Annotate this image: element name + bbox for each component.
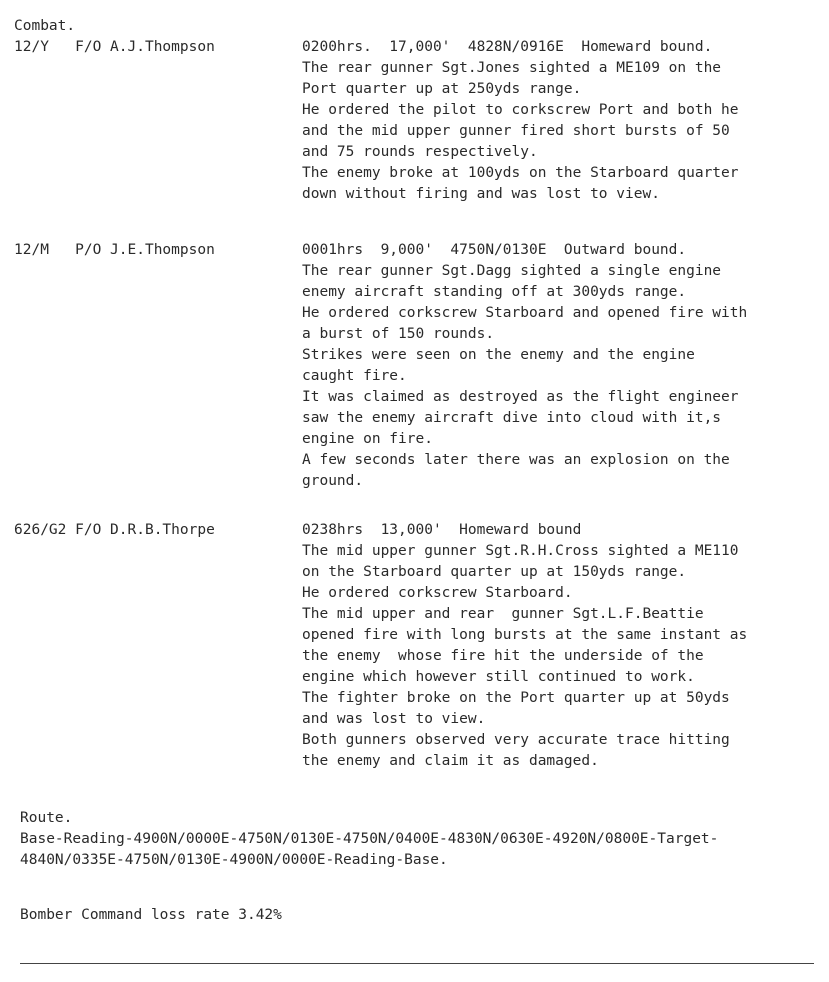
report-line: down without firing and was lost to view. [302,186,660,202]
route-line: Base-Reading-4900N/0000E-4750N/0130E-4750N/0400E-4830N/0630E-4920N/0800E-Target- [20,831,719,847]
report-line: The rear gunner Sgt.Jones sighted a ME109 on the [302,60,722,76]
report-line: The fighter broke on the Port quarter up at 50yds [302,690,730,706]
report-line: 0238hrs 13,000' Homeward bound [302,522,582,538]
report-line: Port quarter up at 250yds range. [302,81,582,97]
pilot-name: F/O D.R.B.Thorpe [75,522,215,538]
route-section [20,808,820,871]
report-line: 0001hrs 9,000' 4750N/0130E Outward bound. [302,242,687,258]
sortie-code: 12/M [14,242,49,258]
report-line: It was claimed as destroyed as the flight engineer [302,389,739,405]
entry-id [14,37,215,58]
report-line: 0200hrs. 17,000' 4828N/0916E Homeward bound. [302,39,713,55]
report-line: A few seconds later there was an explosion on the [302,452,730,468]
section-heading-combat: Combat. [14,18,76,34]
combat-report [302,37,817,205]
report-line: engine which however still continued to work. [302,669,695,685]
sortie-code: 12/Y [14,39,49,55]
report-line: ground. [302,473,364,489]
report-line: the enemy and claim it as damaged. [302,753,599,769]
report-line: and 75 rounds respectively. [302,144,538,160]
entry-id [14,240,215,261]
report-line: He ordered corkscrew Starboard and opened fire with [302,305,748,321]
entry-id [14,520,215,541]
report-line: The enemy broke at 100yds on the Starboard quarter [302,165,739,181]
report-line: the enemy whose fire hit the underside of the [302,648,704,664]
report-line: engine on fire. [302,431,433,447]
report-line: on the Starboard quarter up at 150yds range. [302,564,687,580]
report-line: The rear gunner Sgt.Dagg sighted a single engine [302,263,722,279]
report-line: The mid upper and rear gunner Sgt.L.F.Beattie [302,606,704,622]
report-line: opened fire with long bursts at the same instant as [302,627,748,643]
report-line: and the mid upper gunner fired short bursts of 50 [302,123,730,139]
report-line: saw the enemy aircraft dive into cloud with it,s [302,410,722,426]
report-line: The mid upper gunner Sgt.R.H.Cross sighted a ME110 [302,543,739,559]
report-line: He ordered corkscrew Starboard. [302,585,573,601]
report-line: caught fire. [302,368,407,384]
report-line: a burst of 150 rounds. [302,326,495,342]
loss-rate: Bomber Command loss rate 3.42% [20,907,282,923]
horizontal-rule [20,963,814,964]
combat-report [302,520,817,772]
report-line: enemy aircraft standing off at 300yds range. [302,284,687,300]
report-line: and was lost to view. [302,711,486,727]
report-line: Both gunners observed very accurate trace hitting [302,732,730,748]
sortie-code: 626/G2 [14,522,67,538]
report-line: He ordered the pilot to corkscrew Port and both he [302,102,739,118]
report-line: Strikes were seen on the enemy and the engine [302,347,695,363]
pilot-name: P/O J.E.Thompson [75,242,215,258]
route-heading: Route. [20,810,73,826]
pilot-name: F/O A.J.Thompson [75,39,215,55]
route-line: 4840N/0335E-4750N/0130E-4900N/0000E-Reading-Base. [20,852,448,868]
combat-report [302,240,817,492]
